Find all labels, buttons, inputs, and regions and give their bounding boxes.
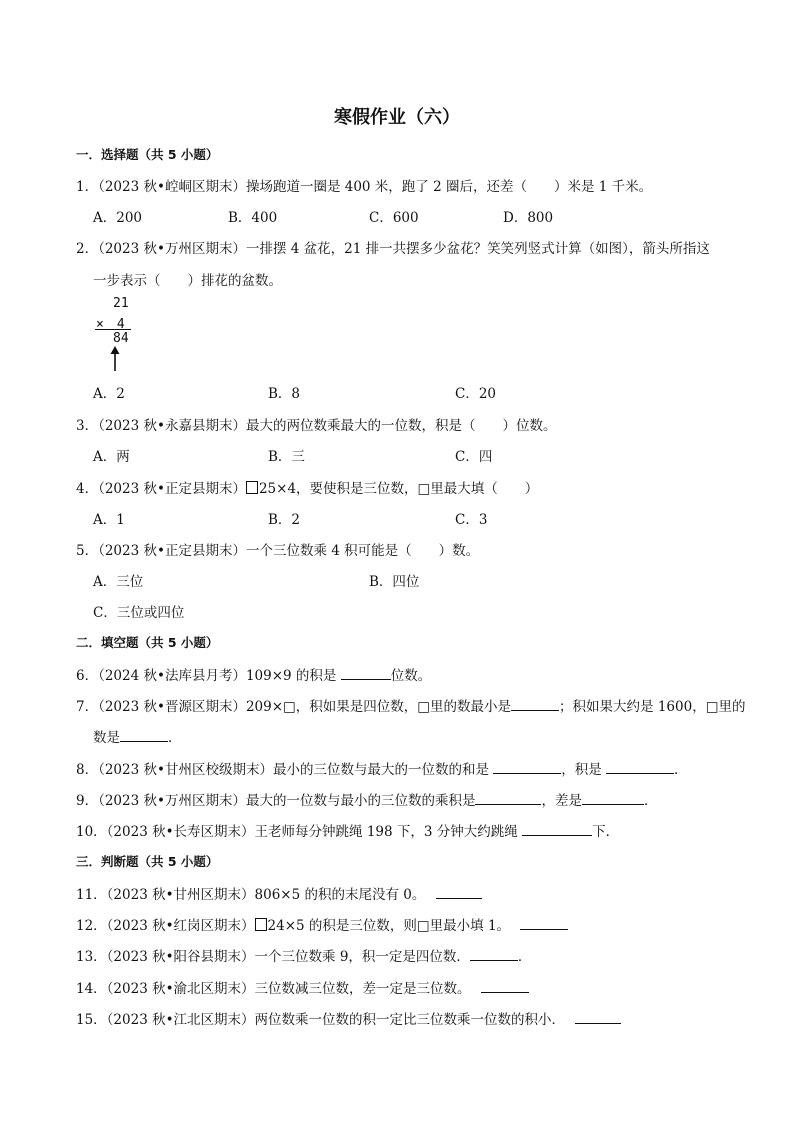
option-b: B．四位 [369, 574, 420, 590]
answer-blank[interactable] [575, 1009, 621, 1024]
question-5: 5．（2023 秋•正定县期末）一个三位数乘 4 积可能是（ ）数。 [76, 543, 480, 559]
answer-blank[interactable] [520, 915, 568, 930]
option-b: B．三 [268, 449, 305, 465]
blank-box [255, 918, 267, 931]
question-10-end: 下． [592, 824, 620, 840]
question-1: 1．（2023 秋•崆峒区期末）操场跑道一圈是 400 米，跑了 2 圈后，还差（ ）米是 1 千米。 [76, 179, 653, 195]
answer-blank[interactable] [341, 665, 391, 680]
question-9-end: ． [643, 793, 658, 809]
answer-blank[interactable] [120, 727, 168, 742]
answer-blank[interactable] [511, 696, 559, 711]
question-6-suffix: 位数。 [390, 668, 432, 684]
arrow-up-icon [108, 346, 122, 372]
option-a: A．1 [93, 512, 125, 528]
option-a: A．200 [93, 210, 143, 226]
section-heading-fill: 二．填空题（共 5 小题） [76, 635, 219, 650]
question-7-text-2: ；积如果大约是 1600，□里的 [559, 699, 746, 715]
option-a: A．两 [93, 449, 130, 465]
question-14-text: 14．（2023 秋•渝北区期末）三位数减三位数，差一定是三位数。 [76, 981, 471, 997]
option-b: B．400 [228, 210, 278, 226]
question-4-prefix: 4．（2023 秋•正定县期末） [76, 481, 246, 497]
calc-result: 84 [113, 331, 129, 346]
answer-blank[interactable] [582, 790, 644, 805]
option-a: A．三位 [93, 574, 144, 590]
question-14 [76, 977, 529, 997]
question-2-line2: 一步表示（ ）排花的盆数。 [93, 273, 282, 289]
option-b: B．2 [268, 512, 301, 528]
answer-blank[interactable] [493, 759, 561, 774]
option-c: C．600 [369, 210, 419, 226]
calc-line [95, 329, 131, 330]
option-a: A．2 [93, 386, 125, 402]
question-15-text: 15．（2023 秋•江北区期末）两位数乘一位数的积一定比三位数乘一位数的积小． [76, 1012, 566, 1028]
question-6 [76, 664, 431, 684]
option-c: C．三位或四位 [93, 605, 185, 621]
answer-blank[interactable] [436, 884, 482, 899]
question-13 [76, 945, 531, 965]
question-11-text: 11．（2023 秋•甘州区期末）806×5 的积的末尾没有 0。 [76, 887, 426, 903]
question-9 [76, 789, 657, 809]
option-b: B．8 [268, 386, 301, 402]
question-15 [76, 1008, 621, 1028]
question-12-text: 24×5 的积是三位数，则□里最小填 1。 [267, 918, 511, 934]
question-4-suffix: 25×4，要使积是三位数，□里最大填（ ） [258, 481, 539, 497]
question-13-text: 13．（2023 秋•阳谷县期末）一个三位数乘 9，积一定是四位数． [76, 949, 470, 965]
question-2-line1: 2．（2023 秋•万州区期末）一排摆 4 盆花，21 排一共摆多少盆花？笑笑列竖式计算（如图），箭头所指这 [76, 241, 710, 257]
question-7-end: ． [168, 730, 182, 746]
question-6-text: 6．（2024 秋•法库县月考）109×9 的积是 [76, 668, 337, 684]
question-9-text: 9．（2023 秋•万州区期末）最大的一位数与最小的三位数的乘积是 [76, 793, 476, 809]
option-c: C．四 [455, 449, 493, 465]
question-8-text: 8．（2023 秋•甘州区校级期末）最小的三位数与最大的一位数的和是 [76, 762, 489, 778]
answer-blank[interactable] [475, 790, 541, 805]
question-12 [76, 914, 568, 934]
section-heading-choice: 一．选择题（共 5 小题） [76, 147, 219, 162]
question-8-text-2: ，积是 [561, 762, 602, 778]
question-12-prefix: 12．（2023 秋•红岗区期末） [76, 918, 255, 934]
option-d: D．800 [503, 210, 554, 226]
question-10-text: 10．（2023 秋•长寿区期末）王老师每分钟跳绳 198 下，3 分钟大约跳绳 [76, 824, 518, 840]
blank-box [246, 481, 258, 494]
page-title: 寒假作业（六） [334, 107, 460, 128]
answer-blank[interactable] [470, 946, 518, 961]
section-heading-judge: 三．判断题（共 5 小题） [76, 854, 219, 869]
question-8 [76, 758, 688, 778]
option-c: C．20 [455, 386, 497, 402]
question-3: 3．（2023 秋•永嘉县期末）最大的两位数乘最大的一位数，积是（ ）位数。 [76, 418, 557, 434]
question-7-line1 [76, 695, 745, 715]
calc-multiplier: × 4 [96, 317, 125, 332]
question-7-line2 [93, 726, 182, 746]
calc-top: 21 [113, 296, 129, 311]
question-11 [76, 883, 482, 903]
answer-blank[interactable] [606, 759, 674, 774]
question-8-end: ． [674, 762, 688, 778]
question-13-end: ． [517, 949, 532, 965]
answer-blank[interactable] [522, 821, 592, 836]
option-c: C．3 [455, 512, 488, 528]
question-4 [76, 477, 538, 497]
question-7-text-3: 数是 [93, 730, 120, 746]
question-10 [76, 820, 619, 840]
question-9-text-2: ，差是 [541, 793, 582, 809]
question-7-text: 7．（2023 秋•晋源区期末）209×□，积如果是四位数，□里的数最小是 [76, 699, 512, 715]
answer-blank[interactable] [481, 978, 529, 993]
